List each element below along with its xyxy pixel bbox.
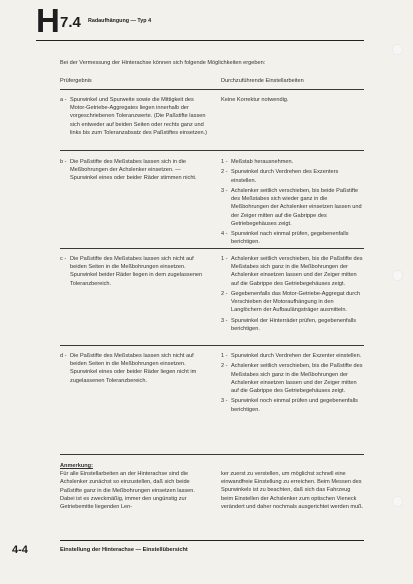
section-subtitle: Radaufhängung — Typ 4 xyxy=(88,18,152,24)
case-result-text: Die Paßstifte des Meßstabes lassen sich nicht auf beiden Seiten in die Meßbohrungen einsetzen. Spurwinkel beider Räder liegen in dem zugelassenen Toleranzbereich. xyxy=(70,256,203,287)
binder-hole xyxy=(392,496,403,507)
note-text-right: ker zuerst zu verstellen, um möglichst schnell eine einwandfreie Einstellung zu erreichen. Beim Messen des Spurwinkels ist zu beachten, daß sich das Fahrzeug beim Einstellen der Achslenker zum optischen Vieneck verändert und daher nochmals ausgerichtet werden muß. xyxy=(221,471,364,510)
case-divider xyxy=(60,150,364,151)
column-header-result: Prüfergebnis xyxy=(60,78,92,84)
page-number: 4-4 xyxy=(12,544,28,556)
case-c-actions xyxy=(221,255,364,335)
case-label: d - xyxy=(60,353,67,359)
case-step-text: Gegebenenfalls das Motor-Getriebe-Aggregat durch Verschieben der Motoraufhängung in den Langlöchern der Aufbaulängsträger ausmitteln. xyxy=(231,291,361,314)
footer-rule xyxy=(60,540,364,541)
column-rule xyxy=(60,89,364,90)
note-text-left: Für alle Einstellarbeiten an der Hinterachse sind die Achslenker zunächst so einzustellen, daß sich beide Paßstifte ganz in die Meßbohrungen einsetzen lassen. Dabei ist es zweckmäßig, immer den ungünstig zur Getriebemitte liegenden Len- xyxy=(60,471,195,511)
case-divider xyxy=(60,248,364,249)
case-step-text: Spurwinkel der Hinterräder prüfen, gegebenenfalls berichtigen. xyxy=(231,317,357,332)
case-step-text: Achslenker seitlich verschieben, bis die Paßstifte des Meßstabes sich ganz in die Meßbohrungen der Achslenker einsetzen lassen und der Zeiger mitten auf die Gabrippe des Getriebegehäuses zeigt. xyxy=(231,363,363,394)
case-label: b - xyxy=(60,159,67,165)
binder-hole xyxy=(392,270,403,281)
column-header-action: Durchzuführende Einstellarbeiten xyxy=(221,78,304,84)
case-d-result xyxy=(60,352,208,385)
step-number: 2 - xyxy=(221,291,228,297)
case-result-text: Die Paßstifte des Meßstabes lassen sich nicht auf beiden Seiten in die Meßbohrungen einsetzen. Spurwinkel eines oder beider Räder liegen nicht im zugelassenen Toleranzbereich. xyxy=(70,353,197,384)
intro-text: Bei der Vermessung der Hinterachse können sich folgende Möglichkeiten ergeben: xyxy=(60,60,266,66)
note-right xyxy=(221,470,364,511)
step-number: 4 - xyxy=(221,231,228,238)
footer-title: Einstellung der Hinterachse — Einstellübersicht xyxy=(60,547,188,553)
step-number: 1 - xyxy=(221,159,228,165)
case-divider xyxy=(60,345,364,346)
case-b-actions xyxy=(221,158,364,249)
step-number: 1 - xyxy=(221,353,228,359)
step-number: 3 - xyxy=(221,398,228,405)
case-step-text: Spurwinkel durch Verdrehen der Exzenter einstellen. xyxy=(231,353,362,359)
case-step-text: Meßstab herausnehmen. xyxy=(231,159,294,165)
case-label: a - xyxy=(60,97,67,103)
case-divider xyxy=(60,454,364,455)
section-number: 7.4 xyxy=(60,14,81,31)
case-step-text: Keine Korrektur notwendig. xyxy=(221,97,289,103)
step-number: 2 - xyxy=(221,169,228,176)
case-d-actions xyxy=(221,352,364,416)
binder-hole xyxy=(392,44,403,55)
case-b-result xyxy=(60,158,208,183)
case-c-result xyxy=(60,255,208,288)
case-step-text: Spurwinkel durch Verdrehen des Exzenters einstellen. xyxy=(231,169,339,184)
case-step-text: Achslenker seitlich verschieben, bis die Paßstifte des Meßstabes sich ganz in die Meßbohrungen der Achslenker einsetzen lassen und der Zeiger mitten auf die Gabrippe des Getriebegehäuses zeigt. xyxy=(231,256,363,287)
case-a-actions xyxy=(221,96,364,106)
case-result-text: Spurwinkel und Spurweite sowie die Mittigkeit des Motor-Getriebe-Aggregates liegen innerhalb der vorgeschriebenen Toleranzwerte. (Die Paßstifte lassen sich entweder auf beiden Seiten oder rechts ganz und links bis zum Toleranzabsatz des Paßstiftes einsetzen.) xyxy=(70,97,208,136)
case-step-text: Achslenker seitlich verschieben, bis beide Paßstifte des Meßstabes sich wieder ganz in die Meßbohrungen der Achslenker einsetzen lassen und der Zeiger mitten auf die Gabrippe des Getriebegehäuses zeigt. xyxy=(231,187,362,227)
note-left xyxy=(60,462,208,511)
header-rule xyxy=(36,40,364,41)
step-number: 3 - xyxy=(221,317,228,324)
case-a-result xyxy=(60,96,208,137)
case-step-text: Spurwinkel noch einmal prüfen und gegebenenfalls berichtigen. xyxy=(231,398,358,413)
case-label: c - xyxy=(60,256,67,262)
step-number: 3 - xyxy=(221,187,228,194)
step-number: 2 - xyxy=(221,363,228,370)
case-result-text: Die Paßstifte des Meßstabes lassen sich in die Meßbohrungen der Achslenker einsetzen. — Spurwinkel eines oder beider Räder stimmen nicht. xyxy=(70,159,197,182)
note-title: Anmerkung: xyxy=(60,463,93,469)
step-number: 1 - xyxy=(221,256,228,262)
case-step-text: Spurwinkel nach einmal prüfen, gegebenenfalls berichtigen. xyxy=(231,231,349,246)
section-letter: H xyxy=(36,2,60,39)
